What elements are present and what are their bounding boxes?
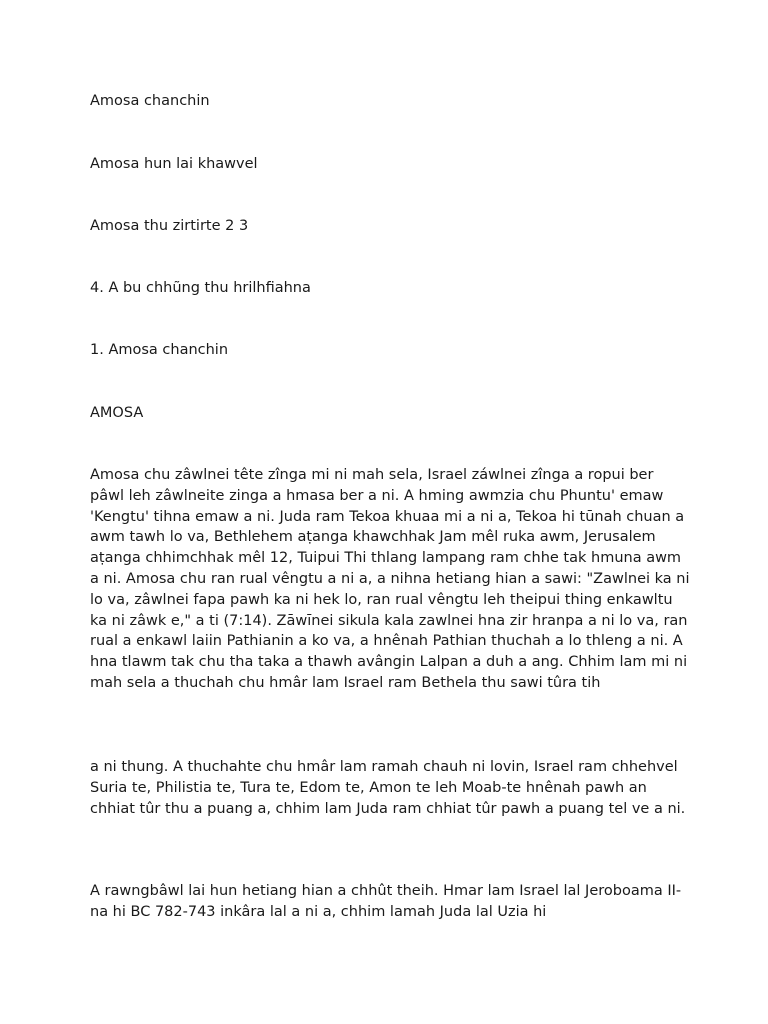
heading-amosa-hun-lai-khawvel: Amosa hun lai khawvel [90,156,258,172]
body-paragraph-2: a ni thung. A thuchahte chu hmâr lam ramah chauh ni lovin, Israel ram chhehvel Suria te, Philistia te, Tura te, Edom te, Amon te leh Moab-te hnênah pawh an chhiat tûr thu a puang a, chhim lam Juda ram chhiat tûr pawh a puang tel ve a ni. [90,759,686,817]
heading-1-amosa-chanchin: 1. Amosa chanchin [90,342,229,358]
body-paragraph-1: Amosa chu zâwlnei tête zînga mi ni mah sela, Israel záwlnei zînga a ropui ber pâwl leh zâwlneite zinga a hmasa ber a ni. A hming awmzia chu Phuntu' emaw 'Kengtu' tihna emaw a ni. Juda ram Tekoa khuaa mi a ni a, Tekoa hi tūnah chuan a awm tawh lo va, Bethlehem aṭanga khawchhak Jam mêl ruka awm, Jerusalem aṭanga chhimchhak mêl 12, Tuipui Thi thlang lampang ram chhe tak hmuna awm a ni. Amosa chu ran rual vêngtu a ni a, a nihna hetiang hian a sawi: "Zawlnei ka ni lo va, zâwlnei fapa pawh ka ni hek lo, ran rual vêngtu leh theipui thing enkawltu ka ni zâwk e," a ti (7:14). Zāwīnei sikula kala zawlnei hna zir hranpa a ni lo va, ran rual a enkawl laiin Pathianin a ko va, a hnênah Pathian thuchah a lo thleng a ni. A hna tlawm tak chu tha taka a thawh avângin Lalpan a duh a ang. Chhim lam mi ni mah sela a thuchah chu hmâr lam Israel ram Bethela thu sawi tûra tih [90,467,690,691]
heading-bu-chhung-thu: 4. A bu chhũng thu hrilhfiahna [90,280,311,296]
heading-amosa: AMOSA [90,405,144,421]
body-paragraph-3: A rawngbâwl lai hun hetiang hian a chhût theih. Hmar lam Israel lal Jeroboama II-na hi BC 782-743 inkâra lal a ni a, chhim lamah Juda lal Uzia hi [90,883,682,920]
heading-amosa-thu-zirtirte: Amosa thu zirtirte 2 3 [90,218,249,234]
heading-amosa-chanchin: Amosa chanchin [90,93,210,109]
